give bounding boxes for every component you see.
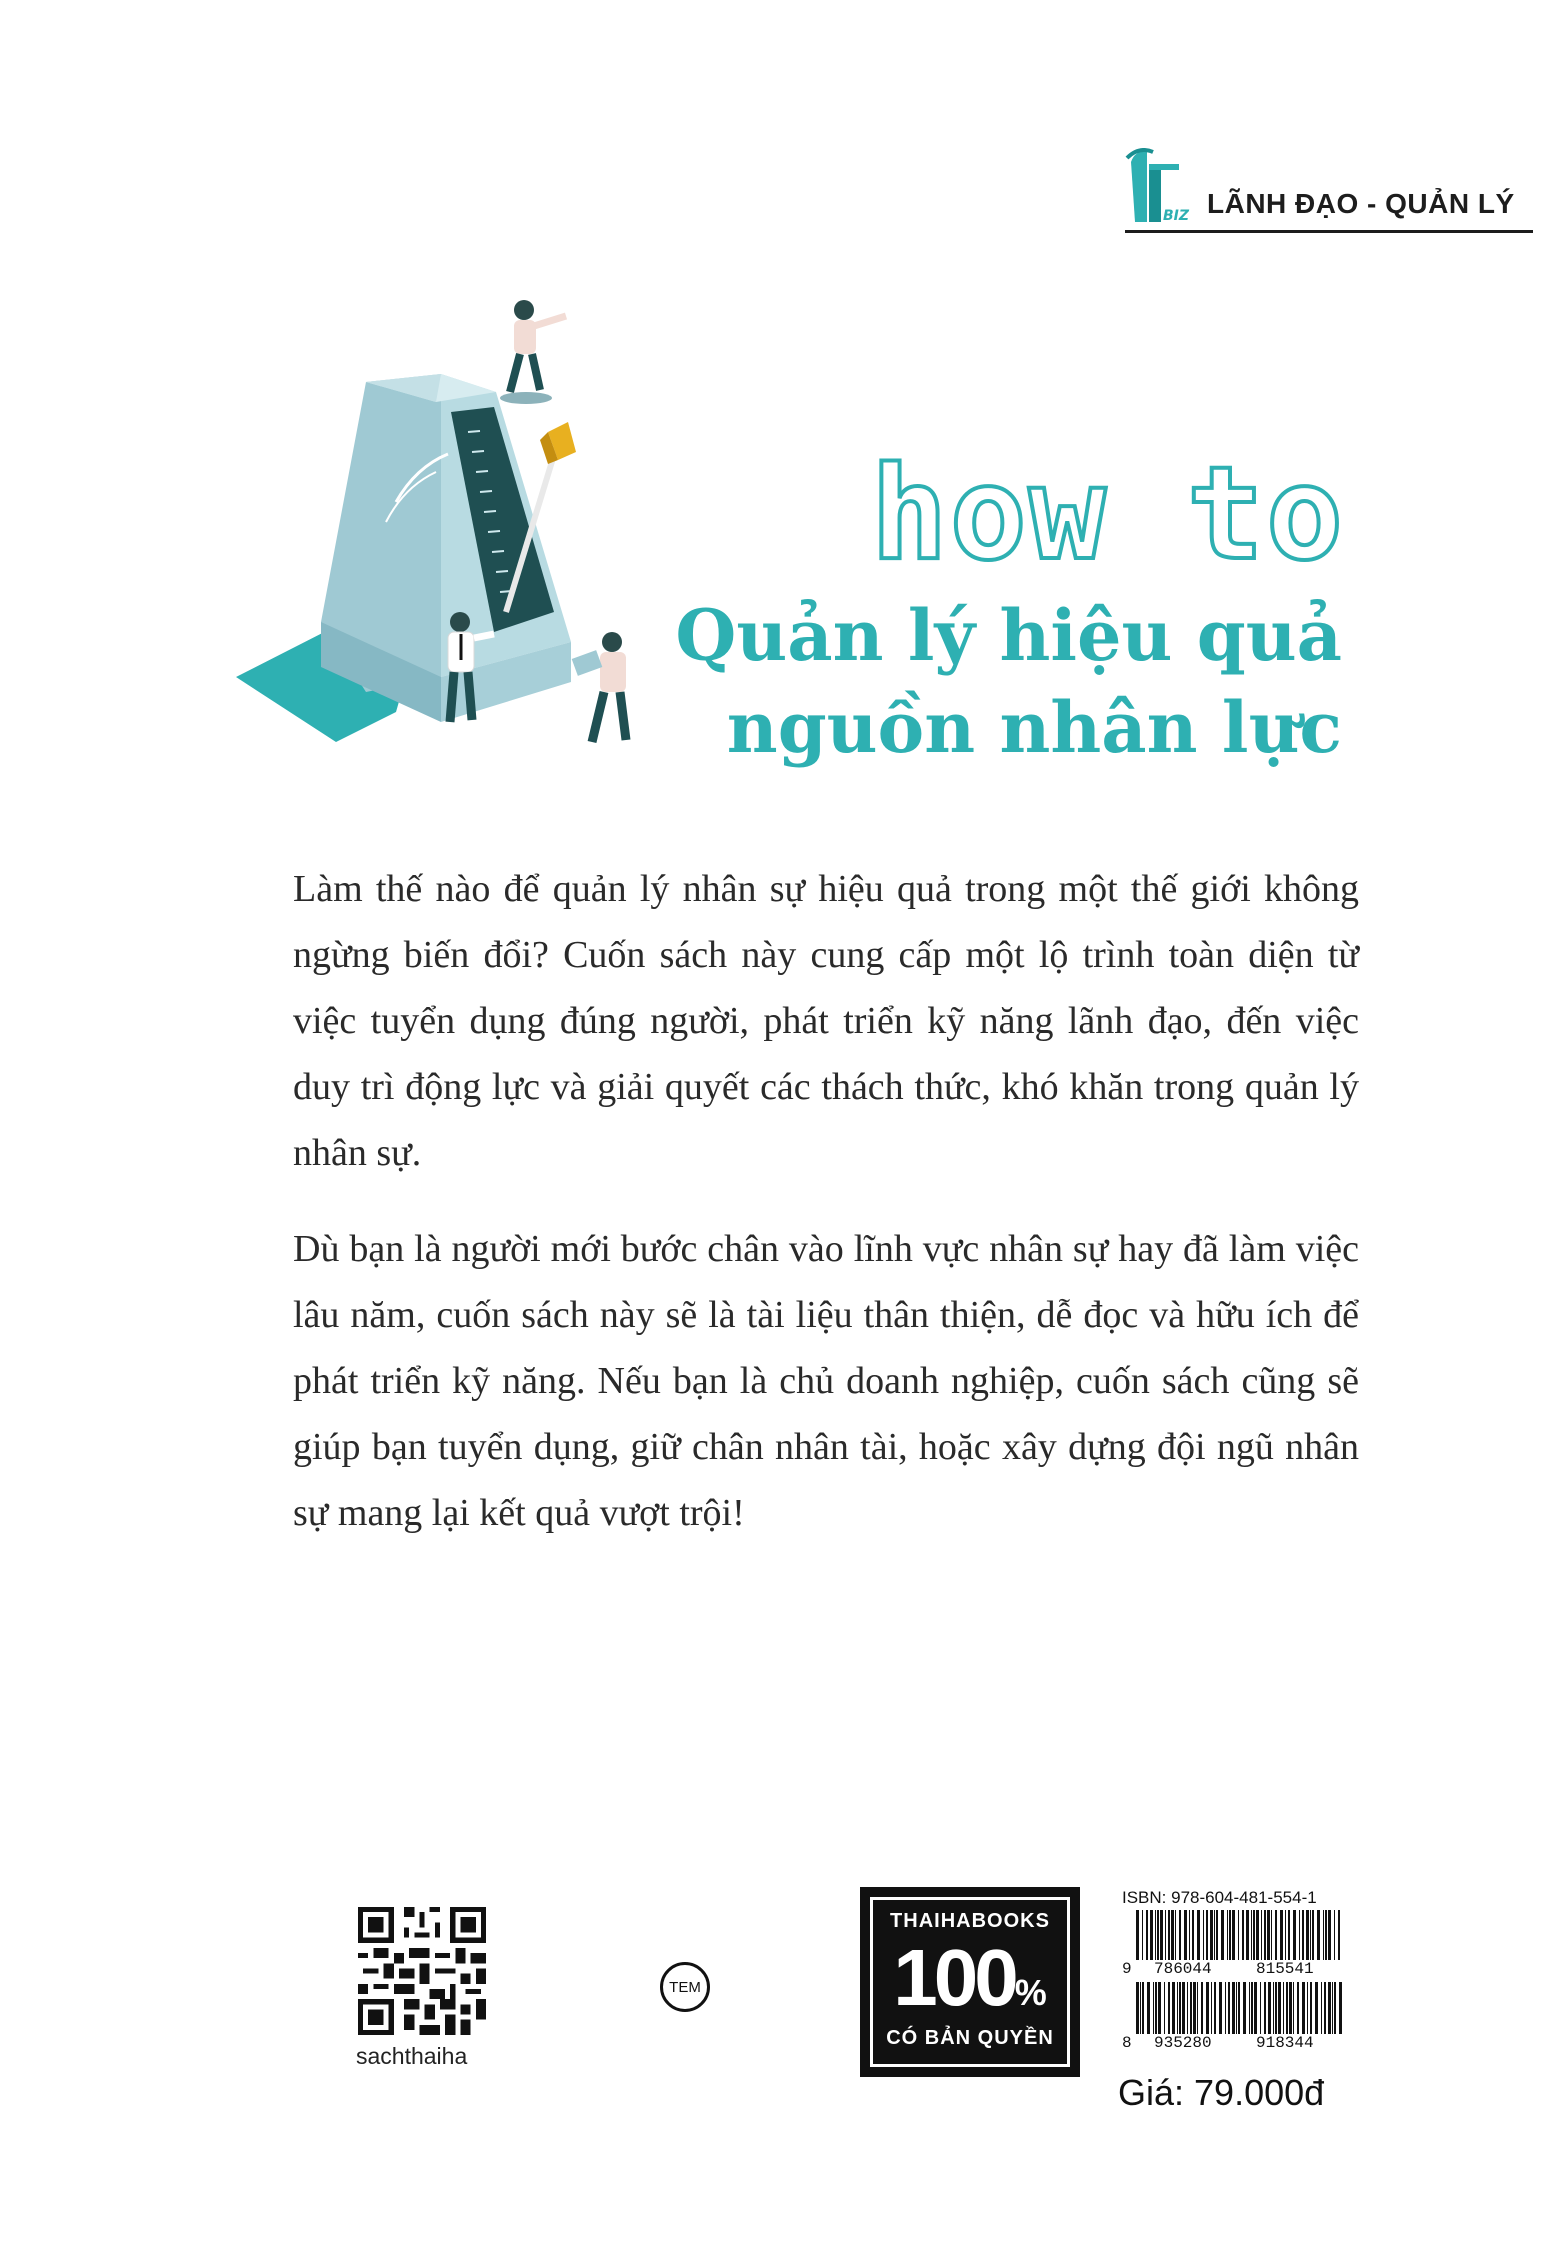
series-divider <box>1125 230 1533 233</box>
barcode-bar <box>1293 1910 1296 1960</box>
barcode-bar <box>1288 1910 1290 1960</box>
barcode-bar <box>1193 1982 1196 2034</box>
barcode-bar <box>1273 1982 1274 2034</box>
barcode-bar <box>1229 1910 1231 1960</box>
barcode-bar <box>1293 1982 1294 2034</box>
metronome-illustration <box>236 282 656 772</box>
isbn-label: ISBN: 978-604-481-554-1 <box>1122 1888 1317 1907</box>
isbn-barcode-icon <box>1122 1910 1344 1960</box>
barcode-bar <box>1157 1910 1159 1960</box>
barcode-bar <box>1197 1982 1198 2034</box>
price: Giá: 79.000đ <box>1118 2072 1325 2113</box>
barcode-bar <box>1243 1982 1246 2034</box>
barcode-bar <box>1232 1982 1235 2034</box>
barcode-bar <box>1168 1910 1170 1960</box>
barcode-bar <box>1275 1982 1277 2034</box>
barcode-bar <box>1192 1910 1194 1960</box>
barcode-bar <box>1219 1982 1222 2034</box>
barcode-numbers: 9 786044 815541 <box>1122 1960 1314 1978</box>
barcode-bar <box>1285 1910 1286 1960</box>
barcode-bar <box>1238 1910 1239 1960</box>
barcode-bar <box>1140 1982 1141 2034</box>
barcode-bar <box>1302 1982 1305 2034</box>
barcode-bar <box>1155 1982 1157 2034</box>
barcode-bar <box>1321 1982 1322 2034</box>
barcode-bar <box>1210 1910 1213 1960</box>
barcode-bar <box>1275 1910 1277 1960</box>
barcode-bar <box>1249 1982 1250 2034</box>
book-description <box>293 856 1359 1576</box>
barcode-bar <box>1153 1982 1154 2034</box>
barcode-bar <box>1310 1910 1311 1960</box>
barcode-bar <box>1271 1910 1272 1960</box>
barcode-bar <box>1136 1982 1139 2034</box>
barcode-block <box>1122 1888 1344 2056</box>
barcode-bar <box>1168 1982 1170 2034</box>
biz-logo-icon <box>1125 148 1193 226</box>
barcode-bar <box>1261 1910 1262 1960</box>
barcode-bar <box>1268 1982 1271 2034</box>
barcode-bar <box>1299 1910 1300 1960</box>
tem-stamp: TEM <box>660 1962 710 2012</box>
barcode-bar <box>1172 1982 1175 2034</box>
barcode-bar <box>1165 1910 1166 1960</box>
barcode-bar <box>1332 1982 1333 2034</box>
barcode-bar <box>1160 1910 1163 1960</box>
barcode-bar <box>1260 1982 1261 2034</box>
barcode-bar <box>1297 1982 1299 2034</box>
paragraph: Làm thế nào để quản lý nhân sự hiệu quả trong một thế giới không ngừng biến đổi? Cuốn sách này cung cấp một lộ trình toàn diện từ việc tuyển dụng đúng người, phát triển kỹ năng lãnh đạo, đến việc duy trì động lực và giải quyết các thách thức, khó khăn trong quản lý nhân sự. <box>293 868 1359 1174</box>
barcode-bar <box>1189 1910 1190 1960</box>
barcode-bar <box>1278 1982 1281 2034</box>
barcode-bar <box>1310 1982 1312 2034</box>
barcode-bar <box>1307 1982 1308 2034</box>
barcode-bar <box>1246 1910 1249 1960</box>
barcode-bar <box>1221 1910 1224 1960</box>
barcode-bar <box>1182 1982 1185 2034</box>
paragraph: Dù bạn là người mới bước chân vào lĩnh vực nhân sự hay đã làm việc lâu năm, cuốn sách này sẽ là tài liệu thân thiện, dễ đọc và hữu ích để phát triển kỹ năng. Nếu bạn là chủ doanh nghiệp, cuốn sách cũng sẽ giúp bạn tuyển dụng, giữ chân nhân tài, hoặc xây dựng đội ngũ nhân sự mang lại kết quả vượt trội! <box>293 1228 1359 1534</box>
barcode-bar <box>1179 1982 1181 2034</box>
barcode-bar <box>1238 1982 1240 2034</box>
title-line-1: Quản lý hiệu quả <box>675 594 1342 677</box>
barcode-bar <box>1201 1982 1203 2034</box>
barcode-bar <box>1242 1910 1244 1960</box>
barcode-bar <box>1312 1910 1314 1960</box>
barcode-bar <box>1323 1910 1324 1960</box>
barcode-bar <box>1197 1910 1200 1960</box>
barcode-bar <box>1251 1910 1252 1960</box>
barcode-bar <box>1280 1910 1283 1960</box>
barcode-bar <box>1253 1910 1255 1960</box>
barcode-bar <box>1325 1910 1327 1960</box>
barcode-bar <box>1175 1910 1176 1960</box>
barcode-bar <box>1206 1982 1209 2034</box>
barcode-bar <box>1203 1910 1204 1960</box>
copyright-badge <box>860 1887 1080 2077</box>
barcode-bar <box>1155 1910 1156 1960</box>
barcode-bar <box>1136 1910 1139 1960</box>
barcode-bar <box>1214 1910 1215 1960</box>
barcode-bar <box>1264 1982 1266 2034</box>
barcode-bar <box>1227 1910 1228 1960</box>
barcode-bar <box>1339 1982 1342 2034</box>
barcode-bar <box>1324 1982 1326 2034</box>
barcode-bar <box>1264 1910 1266 1960</box>
barcode-bar <box>1328 1982 1331 2034</box>
barcode-bar <box>1187 1982 1188 2034</box>
series-header <box>1125 148 1533 234</box>
barcode-bar <box>1236 1982 1237 2034</box>
barcode-bar <box>1214 1982 1216 2034</box>
barcode-bar <box>1190 1982 1192 2034</box>
barcode-bar <box>1306 1910 1309 1960</box>
barcode-bar <box>1334 1982 1336 2034</box>
badge-brand: THAIHABOOKS <box>890 1910 1050 1932</box>
badge-number: 100% <box>893 1933 1047 2022</box>
barcode-bar <box>1254 1982 1257 2034</box>
barcode-bar <box>1315 1982 1318 2034</box>
barcode-bar <box>1164 1982 1165 2034</box>
barcode-bar <box>1267 1910 1270 1960</box>
badge-subtitle: CÓ BẢN QUYỀN <box>886 2027 1054 2049</box>
barcode-bar <box>1184 1910 1187 1960</box>
barcode-bar <box>1216 1910 1218 1960</box>
barcode-bar <box>1179 1910 1181 1960</box>
barcode-bar <box>1206 1910 1208 1960</box>
barcode-bar <box>1150 1910 1153 1960</box>
barcode-bar <box>1146 1910 1148 1960</box>
barcode-bar <box>1171 1910 1174 1960</box>
barcode-bar <box>1251 1982 1253 2034</box>
barcode-bar <box>1283 1982 1284 2034</box>
barcode-bar <box>1147 1982 1150 2034</box>
barcode-bar <box>1289 1982 1292 2034</box>
barcode-bar <box>1177 1982 1178 2034</box>
svg-text:BIZ: BIZ <box>1163 208 1190 224</box>
barcode-bar <box>1256 1910 1259 1960</box>
barcode-numbers: 8 935280 918344 <box>1122 2034 1314 2052</box>
barcode-bar <box>1158 1982 1161 2034</box>
barcode-bar <box>1228 1982 1230 2034</box>
barcode-bar <box>1142 1982 1144 2034</box>
barcode-bar <box>1232 1910 1235 1960</box>
barcode-bar <box>1302 1910 1304 1960</box>
barcode-bar <box>1286 1982 1288 2034</box>
barcode-bar <box>1211 1982 1212 2034</box>
svg-text:how to: how to <box>870 440 1345 589</box>
qr-code-icon <box>358 1907 486 2035</box>
series-label: LÃNH ĐẠO - QUẢN LÝ <box>1207 188 1515 219</box>
publisher-barcode-icon <box>1122 1982 1344 2034</box>
barcode-bar <box>1225 1982 1226 2034</box>
barcode-bar <box>1142 1910 1143 1960</box>
barcode-bar <box>1334 1910 1335 1960</box>
barcode-bar <box>1338 1910 1340 1960</box>
how-to-heading <box>840 440 1350 590</box>
title-line-2: nguồn nhân lực <box>726 686 1342 769</box>
barcode-bar <box>1317 1910 1320 1960</box>
barcode-bar <box>1328 1910 1331 1960</box>
qr-caption: sachthaiha <box>356 2043 468 2069</box>
book-title <box>675 590 1342 774</box>
